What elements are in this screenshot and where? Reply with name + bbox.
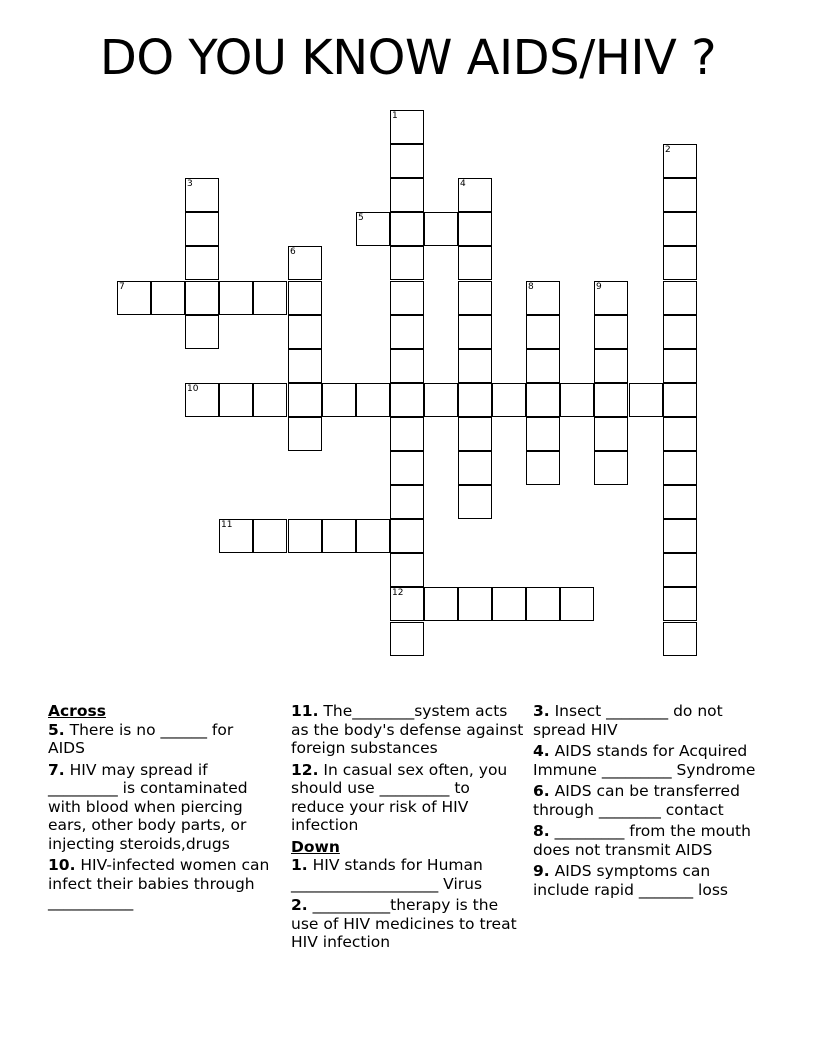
- grid-cell[interactable]: [390, 622, 424, 656]
- grid-cell[interactable]: [663, 246, 697, 280]
- grid-cell[interactable]: [560, 587, 594, 621]
- puzzle-title: DO YOU KNOW AIDS/HIV ?: [99, 30, 717, 86]
- grid-cell[interactable]: [185, 246, 219, 280]
- grid-cell[interactable]: [663, 622, 697, 656]
- across-heading: Across: [48, 702, 106, 720]
- clue-text: HIV may spread if _________ is contaminated with blood when piercing ears, other body parts, or injecting steroids,drugs: [48, 760, 248, 853]
- grid-cell[interactable]: [288, 281, 322, 315]
- clue-number-label: 3: [187, 179, 193, 189]
- clue-text: Insect ________ do not spread HIV: [533, 702, 723, 739]
- clue-item: [533, 782, 765, 819]
- grid-cell[interactable]: [663, 315, 697, 349]
- clue-text: __________therapy is the use of HIV medicines to treat HIV infection: [291, 896, 517, 951]
- clue-text: HIV stands for Human ___________________ Virus: [291, 856, 483, 893]
- clue-number: 6.: [533, 782, 550, 800]
- clue-text: In casual sex often, you should use _________ to reduce your risk of HIV infection: [291, 760, 508, 834]
- clue-item: [533, 862, 765, 899]
- grid-cell[interactable]: [560, 383, 594, 417]
- grid-cell[interactable]: [288, 417, 322, 451]
- grid-cell[interactable]: [390, 315, 424, 349]
- grid-cell[interactable]: [253, 383, 287, 417]
- clues-column-1: [48, 702, 273, 915]
- grid-cell[interactable]: [288, 246, 322, 280]
- clue-item: [48, 721, 273, 758]
- clue-text: The________system acts as the body's defense against foreign substances: [291, 702, 524, 757]
- clue-item: [533, 742, 765, 779]
- grid-cell[interactable]: [526, 315, 560, 349]
- grid-cell[interactable]: [390, 212, 424, 246]
- clue-number: 7.: [48, 760, 65, 779]
- clue-item: [533, 822, 765, 859]
- grid-cell[interactable]: [288, 315, 322, 349]
- grid-cell[interactable]: [219, 281, 253, 315]
- grid-cell[interactable]: [458, 178, 492, 212]
- grid-cell[interactable]: [458, 451, 492, 485]
- grid-cell[interactable]: [663, 383, 697, 417]
- grid-cell[interactable]: [424, 383, 458, 417]
- grid-cell[interactable]: [424, 212, 458, 246]
- clue-number-label: 7: [119, 282, 125, 292]
- grid-cell[interactable]: [526, 281, 560, 315]
- clue-item: [48, 856, 273, 912]
- grid-cell[interactable]: [663, 349, 697, 383]
- grid-cell[interactable]: [663, 553, 697, 587]
- grid-cell[interactable]: [117, 281, 151, 315]
- grid-cell[interactable]: [663, 485, 697, 519]
- clue-item: [48, 761, 273, 854]
- clue-number: 5.: [48, 720, 65, 739]
- grid-cell[interactable]: [458, 383, 492, 417]
- grid-cell[interactable]: [458, 417, 492, 451]
- clue-number: 9.: [533, 862, 550, 880]
- grid-cell[interactable]: [288, 349, 322, 383]
- clue-number-label: 10: [187, 384, 199, 394]
- clue-text: _________ from the mouth does not transmit AIDS: [533, 822, 751, 859]
- grid-cell[interactable]: [356, 383, 390, 417]
- grid-cell[interactable]: [594, 417, 628, 451]
- grid-cell[interactable]: [390, 451, 424, 485]
- clue-number-label: 1: [392, 111, 398, 121]
- grid-cell[interactable]: [390, 417, 424, 451]
- grid-cell[interactable]: [253, 519, 287, 553]
- grid-cell[interactable]: [390, 144, 424, 178]
- down-heading: Down: [291, 837, 340, 856]
- grid-cell[interactable]: [288, 383, 322, 417]
- grid-cell[interactable]: [594, 281, 628, 315]
- clue-number: 1.: [291, 856, 308, 874]
- grid-cell[interactable]: [390, 178, 424, 212]
- grid-cell[interactable]: [458, 281, 492, 315]
- grid-cell[interactable]: [219, 519, 253, 553]
- clue-number: 3.: [533, 702, 550, 720]
- grid-cell[interactable]: [458, 315, 492, 349]
- grid-cell[interactable]: [526, 417, 560, 451]
- grid-cell[interactable]: [424, 587, 458, 621]
- clue-text: AIDS symptoms can include rapid _______ loss: [533, 862, 728, 899]
- grid-cell[interactable]: [390, 246, 424, 280]
- clue-number-label: 12: [392, 588, 404, 598]
- grid-cell[interactable]: [185, 281, 219, 315]
- grid-cell[interactable]: [185, 315, 219, 349]
- grid-cell[interactable]: [663, 281, 697, 315]
- clues-column-2: [291, 702, 524, 955]
- grid-cell[interactable]: [322, 519, 356, 553]
- grid-cell[interactable]: [594, 315, 628, 349]
- clue-item: [533, 702, 765, 739]
- grid-cell[interactable]: [594, 451, 628, 485]
- clue-number-label: 2: [665, 145, 671, 155]
- clue-number: 2.: [291, 896, 308, 914]
- grid-cell[interactable]: [151, 281, 185, 315]
- clue-item: [291, 856, 524, 893]
- grid-cell[interactable]: [390, 485, 424, 519]
- grid-cell[interactable]: [185, 212, 219, 246]
- grid-cell[interactable]: [629, 383, 663, 417]
- clue-item: [291, 702, 524, 758]
- grid-cell[interactable]: [458, 212, 492, 246]
- grid-cell[interactable]: [185, 178, 219, 212]
- clue-number: 11.: [291, 702, 319, 720]
- clue-number: 10.: [48, 856, 76, 874]
- grid-cell[interactable]: [526, 451, 560, 485]
- grid-cell[interactable]: [458, 587, 492, 621]
- clue-number-label: 11: [221, 520, 233, 530]
- grid-cell[interactable]: [219, 383, 253, 417]
- grid-cell[interactable]: [322, 383, 356, 417]
- grid-cell[interactable]: [390, 383, 424, 417]
- clue-text: HIV-infected women can infect their babies through ___________: [48, 856, 270, 911]
- grid-cell[interactable]: [288, 519, 322, 553]
- grid-cell[interactable]: [390, 553, 424, 587]
- grid-cell[interactable]: [526, 383, 560, 417]
- grid-cell[interactable]: [663, 212, 697, 246]
- grid-cell[interactable]: [663, 178, 697, 212]
- clue-number-label: 5: [358, 213, 364, 223]
- grid-cell[interactable]: [594, 383, 628, 417]
- grid-cell[interactable]: [663, 144, 697, 178]
- grid-cell[interactable]: [526, 349, 560, 383]
- grid-cell[interactable]: [458, 349, 492, 383]
- grid-cell[interactable]: [492, 587, 526, 621]
- clue-item: [291, 896, 524, 952]
- grid-cell[interactable]: [663, 417, 697, 451]
- clue-number-label: 6: [290, 247, 296, 257]
- grid-cell[interactable]: [663, 587, 697, 621]
- grid-cell[interactable]: [594, 349, 628, 383]
- grid-cell[interactable]: [390, 519, 424, 553]
- grid-cell[interactable]: [663, 519, 697, 553]
- grid-cell[interactable]: [458, 246, 492, 280]
- clue-number-label: 9: [596, 282, 602, 292]
- clue-text: There is no ______ for AIDS: [48, 720, 234, 757]
- clue-text: AIDS stands for Acquired Immune _________ Syndrome: [533, 742, 756, 779]
- clue-number: 12.: [291, 760, 319, 779]
- clue-number: 8.: [533, 822, 550, 840]
- grid-cell[interactable]: [390, 587, 424, 621]
- clues-column-3: [533, 702, 765, 902]
- grid-cell[interactable]: [356, 519, 390, 553]
- grid-cell[interactable]: [458, 485, 492, 519]
- grid-cell[interactable]: [526, 587, 560, 621]
- grid-cell[interactable]: [253, 281, 287, 315]
- grid-cell[interactable]: [390, 110, 424, 144]
- grid-cell[interactable]: [663, 451, 697, 485]
- grid-cell[interactable]: [390, 281, 424, 315]
- grid-cell[interactable]: [185, 383, 219, 417]
- clue-item: [291, 761, 524, 835]
- grid-cell[interactable]: [356, 212, 390, 246]
- clue-number: 4.: [533, 742, 550, 760]
- grid-cell[interactable]: [390, 349, 424, 383]
- clue-number-label: 4: [460, 179, 466, 189]
- grid-cell[interactable]: [492, 383, 526, 417]
- clue-text: AIDS can be transferred through ________ contact: [533, 782, 740, 819]
- clue-number-label: 8: [528, 282, 534, 292]
